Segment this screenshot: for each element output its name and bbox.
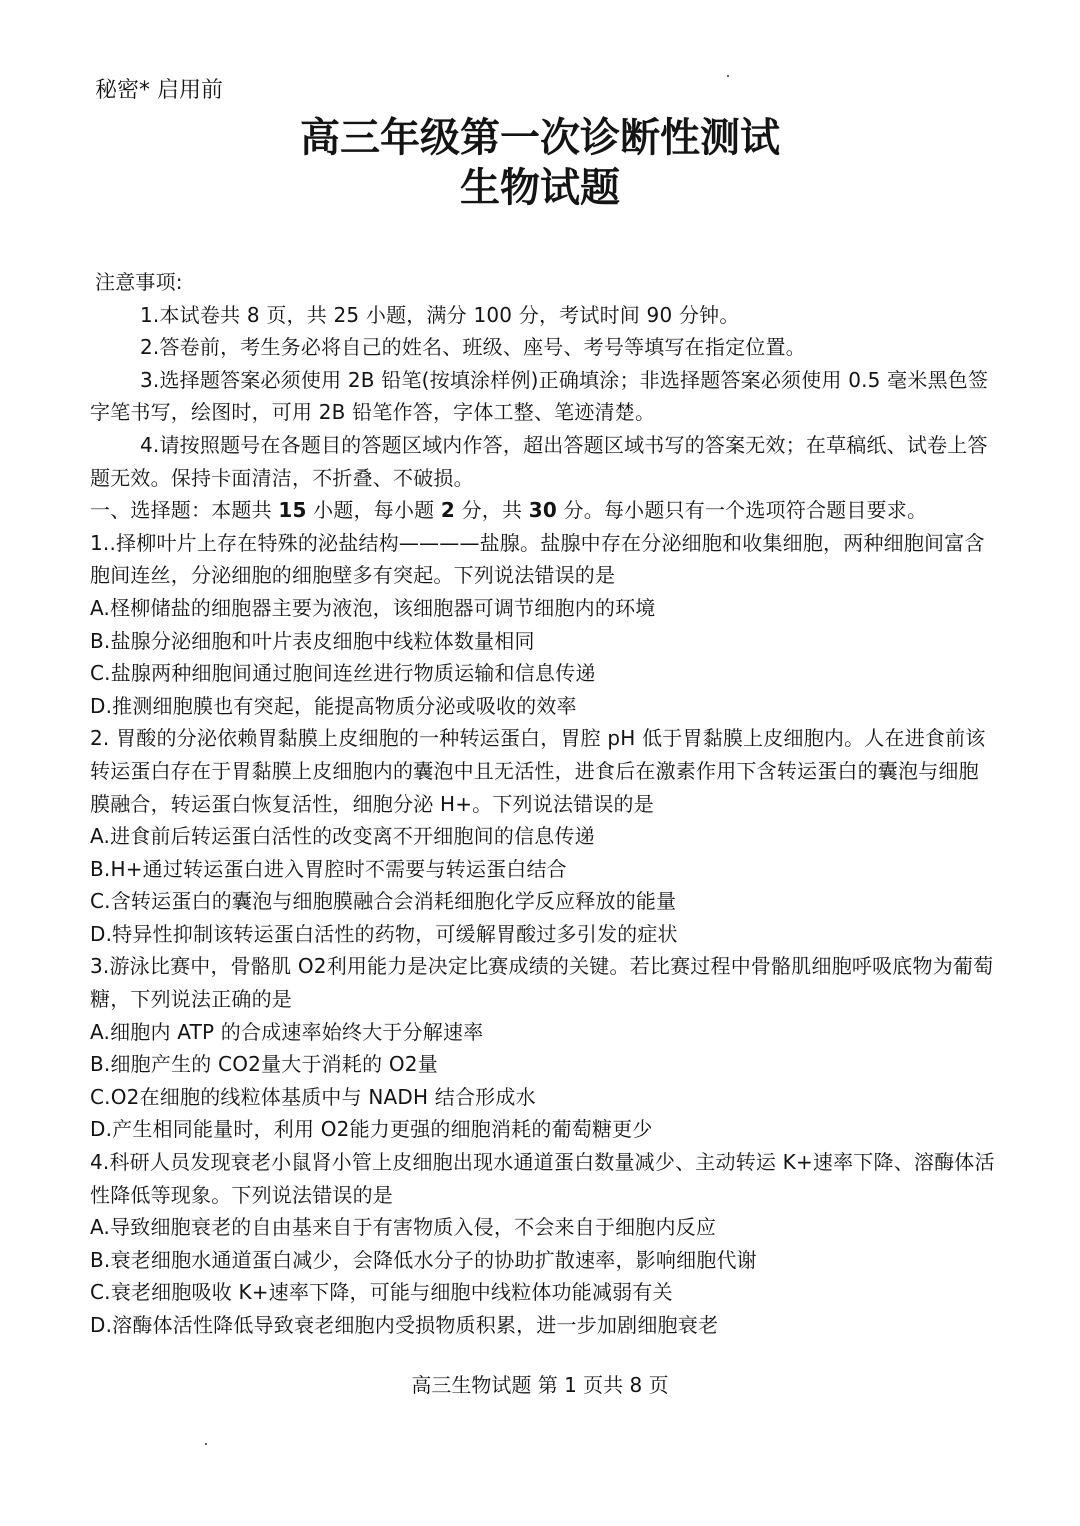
option-b: B.细胞产生的 CO2量大于消耗的 O2量 (90, 1052, 438, 1077)
page-footer: 高三生物试题 第 1 页共 8 页 (411, 1373, 669, 1397)
section-title-text: 分。每小题只有一个选项符合题目要求。 (557, 498, 928, 523)
option-a: A.导致细胞衰老的自由基来自于有害物质入侵，不会来自于细胞内反应 (90, 1215, 717, 1240)
question-stem: 2. 胃酸的分泌依赖胃黏膜上皮细胞的一种转运蛋白，胃腔 pH 低于胃黏膜上皮细胞内。人在进食前该转运蛋白存在于胃黏膜上皮细胞内的囊泡中且无活性，进食后在激素作用下含转运蛋白的囊泡与细胞膜融合，转运蛋白恢复活性，细胞分泌 H+。下列说法错误的是 (90, 726, 986, 816)
option-c: C.盐腺两种细胞间通过胞间连丝进行物质运输和信息传递 (90, 661, 596, 686)
notice-item: 2.答卷前，考生务必将自己的姓名、班级、座号、考号等填写在指定位置。 (140, 335, 806, 360)
option-d: D.产生相同能量时，利用 O2能力更强的细胞消耗的葡萄糖更少 (90, 1117, 653, 1142)
option-b: B.盐腺分泌细胞和叶片表皮细胞中线粒体数量相同 (90, 628, 535, 653)
section-title-text: 分，共 (455, 498, 529, 523)
section-title-text: 小题，每小题 (306, 498, 441, 523)
notice-item: 3.选择题答案必须使用 2B 铅笔(按填涂样例)正确填涂；非选择题答案必须使用 0.5 毫米黑色签字笔书写，绘图时，可用 2B 铅笔作答，字体工整、笔迹清楚。 (90, 367, 989, 425)
option-a: A.进食前后转运蛋白活性的改变离不开细胞间的信息传递 (90, 824, 595, 849)
option-b: B.H+通过转运蛋白进入胃腔时不需要与转运蛋白结合 (90, 856, 567, 881)
notice-item: 4.请按照题号在各题目的答题区域内作答，超出答题区域书写的答案无效；在草稿纸、试卷上答题无效。保持卡面清洁，不折叠、不破损。 (90, 432, 988, 490)
option-d: D.特异性抑制该转运蛋白活性的药物，可缓解胃酸过多引发的症状 (90, 921, 678, 946)
question-stem: 4.科研人员发现衰老小鼠肾小管上皮细胞出现水通道蛋白数量减少、主动转运 K+速率下降、溶酶体活性降低等现象。下列说法错误的是 (90, 1150, 995, 1207)
section-question-count: 15 (278, 498, 307, 523)
exam-body (90, 266, 995, 1342)
option-b: B.衰老细胞水通道蛋白减少，会降低水分子的协助扩散速率，影响细胞代谢 (90, 1247, 757, 1272)
notice-item: 1.本试卷共 8 页，共 25 小题，满分 100 分，考试时间 90 分钟。 (140, 302, 740, 327)
option-c: C.O2在细胞的线粒体基质中与 NADH 结合形成水 (90, 1084, 536, 1109)
question-2 (90, 722, 995, 950)
section-points-each: 2 (440, 498, 456, 523)
scan-speck (205, 1443, 207, 1445)
question-stem: 3.游泳比赛中，骨骼肌 O2利用能力是决定比赛成绩的关键。若比赛过程中骨骼肌细胞呼吸底物为葡萄糖，下列说法正确的是 (90, 954, 994, 1012)
exam-subject-title: 生物试题 (460, 165, 620, 211)
question-1 (90, 527, 995, 723)
confidential-mark: 秘密* 启用前 (95, 78, 223, 103)
question-stem: 1..择柳叶片上存在特殊的泌盐结构————盐腺。盐腺中存在分泌细胞和收集细胞，两种细胞间富含胞间连丝，分泌细胞的细胞壁多有突起。下列说法错误的是 (90, 530, 985, 588)
scan-speck (727, 75, 729, 77)
question-4 (90, 1146, 995, 1342)
exam-title: 高三年级第一次诊断性测试 (300, 115, 780, 161)
section-points-total: 30 (528, 498, 557, 523)
option-a: A.柽柳储盐的细胞器主要为液泡，该细胞器可调节细胞内的环境 (90, 595, 656, 620)
question-3 (90, 950, 995, 1146)
section-title-text: 一、选择题：本题共 (90, 498, 279, 523)
notice-heading: 注意事项: (95, 270, 183, 294)
option-c: C.含转运蛋白的囊泡与细胞膜融合会消耗细胞化学反应释放的能量 (90, 889, 677, 914)
option-c: C.衰老细胞吸收 K+速率下降，可能与细胞中线粒体功能减弱有关 (90, 1280, 673, 1305)
option-d: D.溶酶体活性降低导致衰老细胞内受损物质积累，进一步加剧细胞衰老 (90, 1313, 719, 1337)
section-title (90, 494, 995, 527)
option-d: D.推测细胞膜也有突起，能提高物质分泌或吸收的效率 (90, 693, 577, 718)
option-a: A.细胞内 ATP 的合成速率始终大于分解速率 (90, 1019, 484, 1044)
